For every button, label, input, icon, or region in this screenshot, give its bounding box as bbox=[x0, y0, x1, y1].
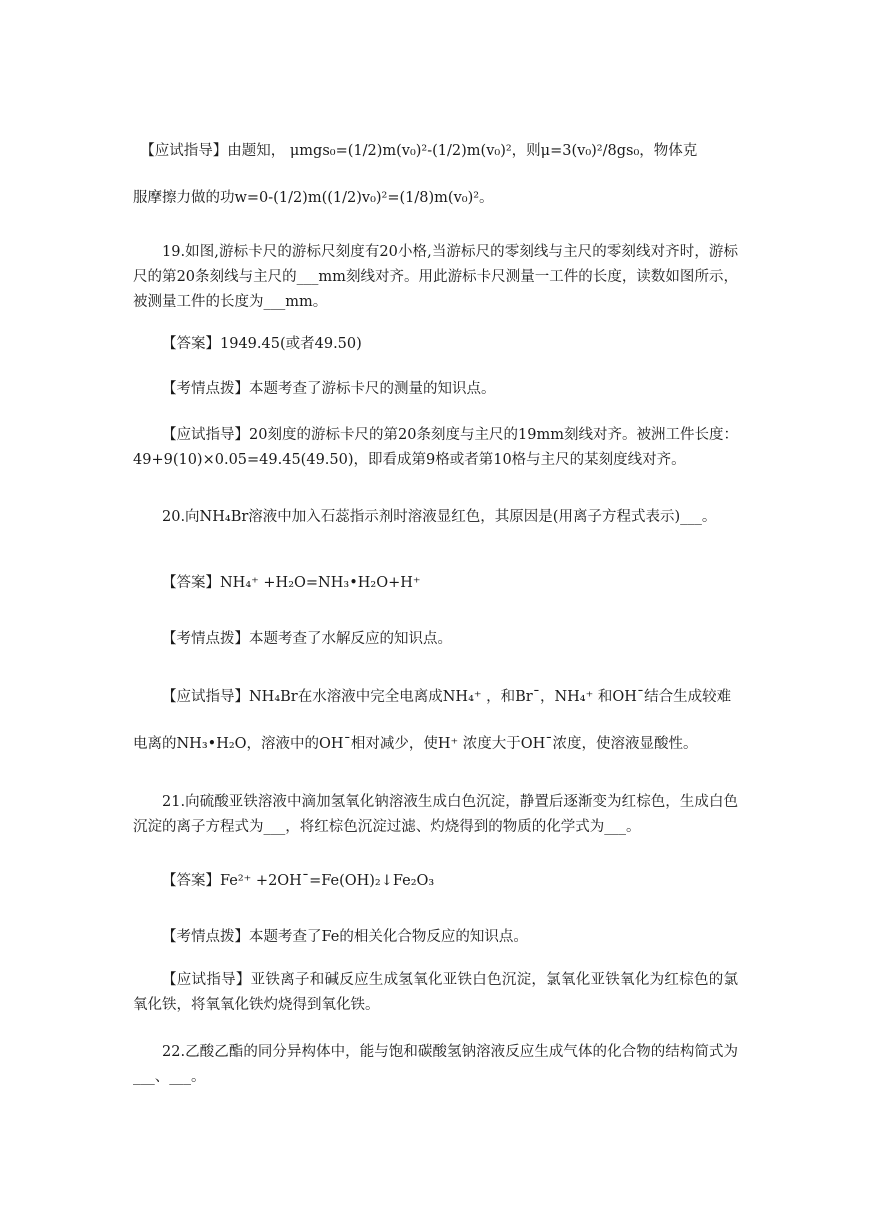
analysis-21: 【考情点拨】本题考查了Fe的相关化合物反应的知识点。 bbox=[162, 929, 528, 945]
question-22: 22.乙酸乙酯的同分异构体中，能与饱和碳酸氢钠溶液反应生成气体的化合物的结构简式为___、___。 bbox=[133, 1044, 738, 1085]
analysis-20: 【考情点拨】本题考查了水解反应的知识点。 bbox=[162, 631, 452, 647]
guidance-20-line1: 【应试指导】NH₄Br在水溶液中完全电离成NH₄⁺ ，和Br¯，NH₄⁺ 和OH¯结合生成较难 bbox=[162, 689, 732, 705]
guidance-21: 【应试指导】亚铁离子和碱反应生成氢氧化亚铁白色沉淀，氯氧化亚铁氧化为红棕色的氯氧化铁，将氧氧化铁灼烧得到氧化铁。 bbox=[133, 972, 738, 1013]
guidance-19: 【应试指导】20刻度的游标卡尺的第20条刻度与主尺的19mm刻线对齐。被洲工件长度：49+9(10)×0.05=49.45(49.50)，即看成第9格或者第10格与主尺的某刻度线对齐。 bbox=[133, 427, 738, 468]
guidance-paragraph-line1: 【应试指导】由题知， μmgs₀=(1/2)m(v₀)²-(1/2)m(v₀)²，则μ=3(v₀)²/8gs₀，物体克 bbox=[133, 143, 698, 159]
answer-21: 【答案】Fe²⁺ +2OH¯=Fe(OH)₂↓Fe₂O₃ bbox=[162, 873, 435, 889]
analysis-19: 【考情点拨】本题考查了游标卡尺的测量的知识点。 bbox=[162, 381, 496, 397]
question-21: 21.向硫酸亚铁溶液中滴加氢氧化钠溶液生成白色沉淀，静置后逐渐变为红棕色，生成白色沉淀的离子方程式为___，将红棕色沉淀过滤、灼烧得到的物质的化学式为___。 bbox=[133, 794, 738, 835]
guidance-20-line2: 电离的NH₃•H₂O，溶液中的OH¯相对减少，使H⁺ 浓度大于OH¯浓度，使溶液显酸性。 bbox=[133, 736, 698, 752]
question-20: 20.向NH₄Br溶液中加入石蕊指示剂时溶液显红色，其原因是(用离子方程式表示)___。 bbox=[162, 509, 717, 525]
answer-20: 【答案】NH₄⁺ +H₂O=NH₃•H₂O+H⁺ bbox=[162, 575, 421, 591]
guidance-paragraph-line2: 服摩擦力做的功w=0-(1/2)m((1/2)v₀)²=(1/8)m(v₀)²。 bbox=[133, 190, 494, 206]
question-19: 19.如图,游标卡尺的游标尺刻度有20小格,当游标尺的零刻线与主尺的零刻线对齐时，游标尺的第20条刻线与主尺的___mm刻线对齐。用此游标卡尺测量一工件的长度，读数如图所示，被测量工件的长度为___mm。 bbox=[133, 244, 738, 310]
answer-19: 【答案】1949.45(或者49.50) bbox=[162, 336, 362, 352]
